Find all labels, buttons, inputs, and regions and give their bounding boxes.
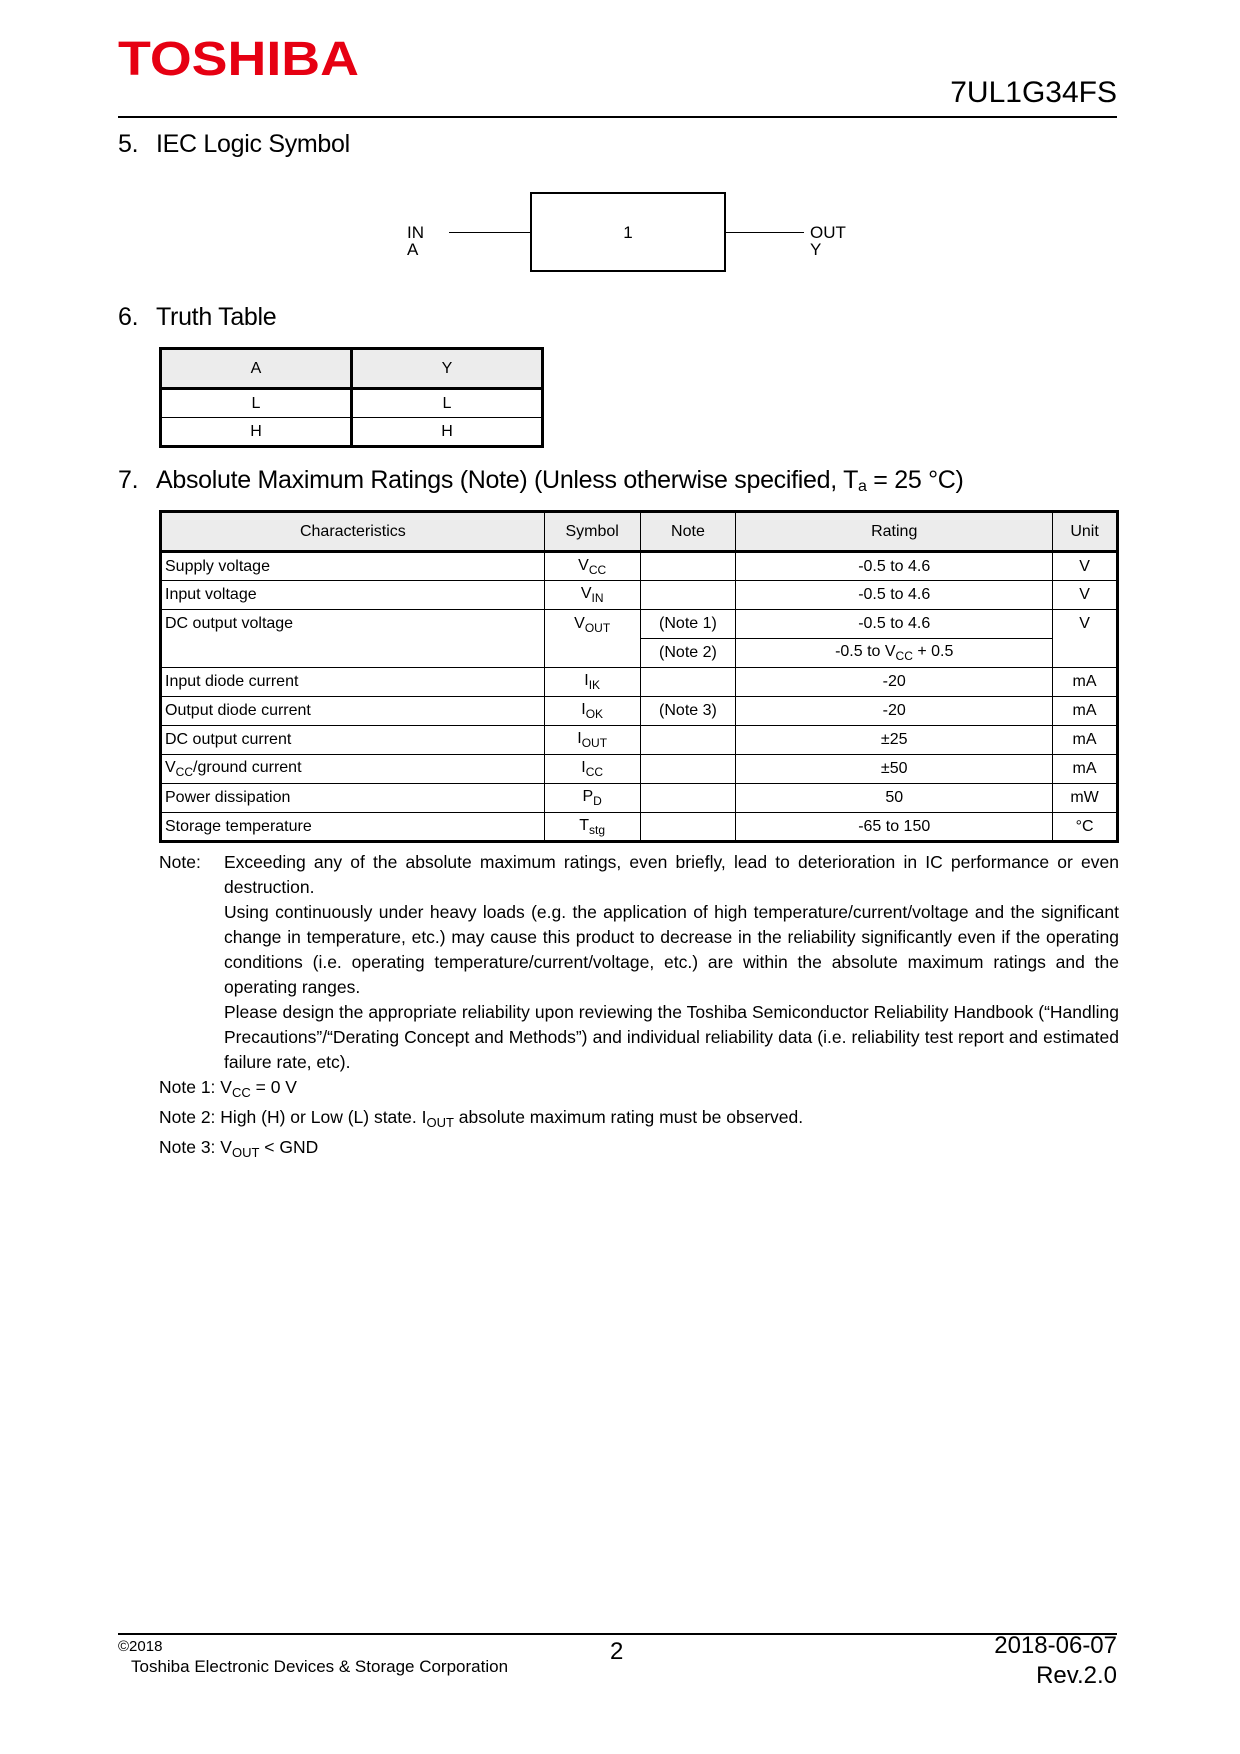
unit: °C [1053, 813, 1118, 842]
rating: -0.5 to 4.6 [736, 552, 1053, 581]
gate-label: 1 [623, 223, 633, 242]
rating: -65 to 150 [736, 813, 1053, 842]
footer-rule [118, 1633, 1117, 1635]
unit: mA [1053, 668, 1118, 697]
table-row [161, 813, 1118, 842]
cell: H [161, 418, 352, 447]
unit: mA [1053, 755, 1118, 784]
output-label: OUT Y [810, 223, 846, 259]
page-number: 2 [610, 1638, 624, 1665]
section-number: 6. [118, 303, 139, 331]
section-title: IEC Logic Symbol [156, 130, 350, 158]
table-header-row [161, 512, 1118, 552]
note-1-label: Note 1: [159, 1077, 221, 1097]
section-6-heading [118, 305, 276, 330]
table-row [161, 610, 1118, 639]
rating: -20 [736, 697, 1053, 726]
symbol-subscript: OUT [581, 736, 608, 750]
header-unit: Unit [1053, 512, 1118, 552]
notes-block [159, 850, 1119, 1165]
table-row [161, 697, 1118, 726]
note: (Note 2) [640, 639, 736, 668]
unit: mW [1053, 784, 1118, 813]
symbol-subscript: OUT [584, 621, 611, 635]
note-1-text-suffix: = 0 V [250, 1077, 297, 1097]
section-title: Truth Table [156, 303, 277, 331]
document-date: 2018-06-07 [994, 1632, 1117, 1659]
symbol-base: P [582, 788, 594, 805]
note [640, 784, 736, 813]
table-row [161, 581, 1118, 610]
note [640, 668, 736, 697]
symbol-subscript: IK [588, 678, 601, 692]
header-rating: Rating [736, 512, 1053, 552]
copyright: ©2018 [118, 1638, 163, 1655]
symbol [544, 755, 640, 784]
symbol-base: T [579, 816, 590, 834]
characteristic: Output diode current [161, 697, 545, 726]
cell: L [352, 389, 543, 418]
revision: Rev.2.0 [1036, 1662, 1117, 1689]
symbol [544, 581, 640, 610]
unit: mA [1053, 726, 1118, 755]
part-number: 7UL1G34FS [950, 76, 1117, 109]
section-title: Absolute Maximum Ratings (Note) (Unless otherwise specified, T [156, 466, 859, 494]
note-paragraph: Exceeding any of the absolute maximum ratings, even briefly, lead to deterioration in IC performance or even destruction. [224, 852, 1119, 897]
rating: -0.5 to 4.6 [736, 610, 1053, 639]
symbol [544, 726, 640, 755]
table-row [161, 418, 543, 447]
note-paragraph: Please design the appropriate reliability upon reviewing the Toshiba Semiconductor Reliability Handbook (“Handling Precautions”/“Derating Concept and Methods”) and individual reliability data (i.e. reliability test report and estimated failure rate, etc). [224, 1002, 1119, 1072]
unit: V [1053, 581, 1118, 610]
header-symbol: Symbol [544, 512, 640, 552]
note-1 [159, 1075, 1119, 1105]
characteristic: Input voltage [161, 581, 545, 610]
section-title-suffix: = 25 °C) [866, 466, 964, 494]
subscript: a [858, 478, 867, 495]
symbol-base: I [584, 672, 589, 689]
rating-text-suffix: + 0.5 [912, 643, 954, 660]
note-2-label: Note 2: [159, 1107, 221, 1127]
symbol-base: I [581, 701, 586, 718]
table-row [161, 726, 1118, 755]
note-2-subscript: OUT [426, 1115, 454, 1130]
toshiba-logo: TOSHIBA [118, 33, 359, 86]
rating: -0.5 to 4.6 [736, 581, 1053, 610]
note-3-label: Note 3: [159, 1137, 221, 1157]
rating-text: -0.5 to V [835, 643, 896, 660]
main-note [159, 850, 1119, 1075]
characteristic: DC output voltage [161, 610, 545, 668]
note-3-subscript: OUT [231, 1145, 260, 1160]
table-header-row [161, 349, 543, 389]
note-2-text: High (H) or Low (L) state. I [220, 1107, 427, 1127]
unit: mA [1053, 697, 1118, 726]
symbol-subscript: stg [589, 822, 606, 837]
characteristic: Storage temperature [161, 813, 545, 842]
note [640, 813, 736, 842]
note-2-text-suffix: absolute maximum rating must be observed. [453, 1107, 804, 1127]
symbol-base: V [574, 615, 585, 632]
rating: 50 [736, 784, 1053, 813]
characteristic: Input diode current [161, 668, 545, 697]
note-2 [159, 1105, 1119, 1135]
table-row [161, 389, 543, 418]
characteristic-text-suffix: /ground current [193, 759, 302, 776]
characteristic [161, 755, 545, 784]
note: (Note 1) [640, 610, 736, 639]
rating [736, 639, 1053, 668]
cell: H [352, 418, 543, 447]
header-note: Note [640, 512, 736, 552]
characteristic-subscript: CC [175, 765, 194, 779]
symbol [544, 697, 640, 726]
table-row [161, 552, 1118, 581]
rating: ±25 [736, 726, 1053, 755]
output-wire [726, 232, 804, 233]
corporation-name: Toshiba Electronic Devices & Storage Corporation [131, 1657, 509, 1676]
symbol-base: I [581, 759, 586, 776]
characteristic: DC output current [161, 726, 545, 755]
symbol [544, 813, 640, 842]
note-label: Note: [159, 852, 201, 872]
note-3 [159, 1135, 1119, 1165]
symbol-subscript: OK [585, 707, 604, 721]
rating: ±50 [736, 755, 1053, 784]
section-number: 7. [118, 466, 139, 494]
rating-subscript: CC [895, 649, 913, 663]
note [640, 726, 736, 755]
cell: L [161, 389, 352, 418]
unit: V [1053, 552, 1118, 581]
symbol [544, 668, 640, 697]
unit: V [1053, 610, 1118, 668]
header-a: A [161, 349, 352, 389]
symbol [544, 552, 640, 581]
gate-box [530, 192, 726, 272]
section-7-heading [118, 468, 964, 495]
header-rule [118, 116, 1117, 118]
symbol-subscript: CC [585, 765, 604, 779]
input-wire [449, 232, 530, 233]
note-paragraph: Using continuously under heavy loads (e.g. the application of high temperature/current/voltage and the significant change in temperature, etc.) may cause this product to decrease in the reliability significantly even if the operating conditions (i.e. operating temperature/current/voltage, etc.) are within the absolute maximum ratings and the operating ranges. [224, 902, 1119, 997]
symbol-base: I [577, 730, 582, 747]
header-y: Y [352, 349, 543, 389]
characteristic-text: V [165, 759, 176, 776]
characteristic: Power dissipation [161, 784, 545, 813]
absolute-maximum-ratings-table [159, 510, 1119, 843]
note-1-subscript: CC [231, 1085, 251, 1100]
note: (Note 3) [640, 697, 736, 726]
symbol-subscript: IN [591, 591, 604, 605]
characteristic: Supply voltage [161, 552, 545, 581]
note [640, 755, 736, 784]
table-row [161, 668, 1118, 697]
note [640, 552, 736, 581]
section-5-heading [118, 132, 350, 157]
symbol [544, 784, 640, 813]
input-label: IN A [407, 223, 424, 259]
truth-table [159, 347, 544, 448]
symbol-subscript: D [593, 794, 602, 808]
note-3-text-suffix: < GND [259, 1137, 319, 1157]
section-number: 5. [118, 130, 139, 158]
note [640, 581, 736, 610]
symbol-subscript: CC [588, 562, 607, 577]
header-characteristics: Characteristics [161, 512, 545, 552]
symbol-base: V [580, 585, 592, 602]
note-3-text: V [220, 1137, 232, 1157]
symbol-base: V [578, 556, 589, 574]
table-row [161, 755, 1118, 784]
symbol [544, 610, 640, 668]
note-body [224, 850, 1119, 1075]
table-row [161, 784, 1118, 813]
note-1-text: V [220, 1077, 232, 1097]
rating: -20 [736, 668, 1053, 697]
